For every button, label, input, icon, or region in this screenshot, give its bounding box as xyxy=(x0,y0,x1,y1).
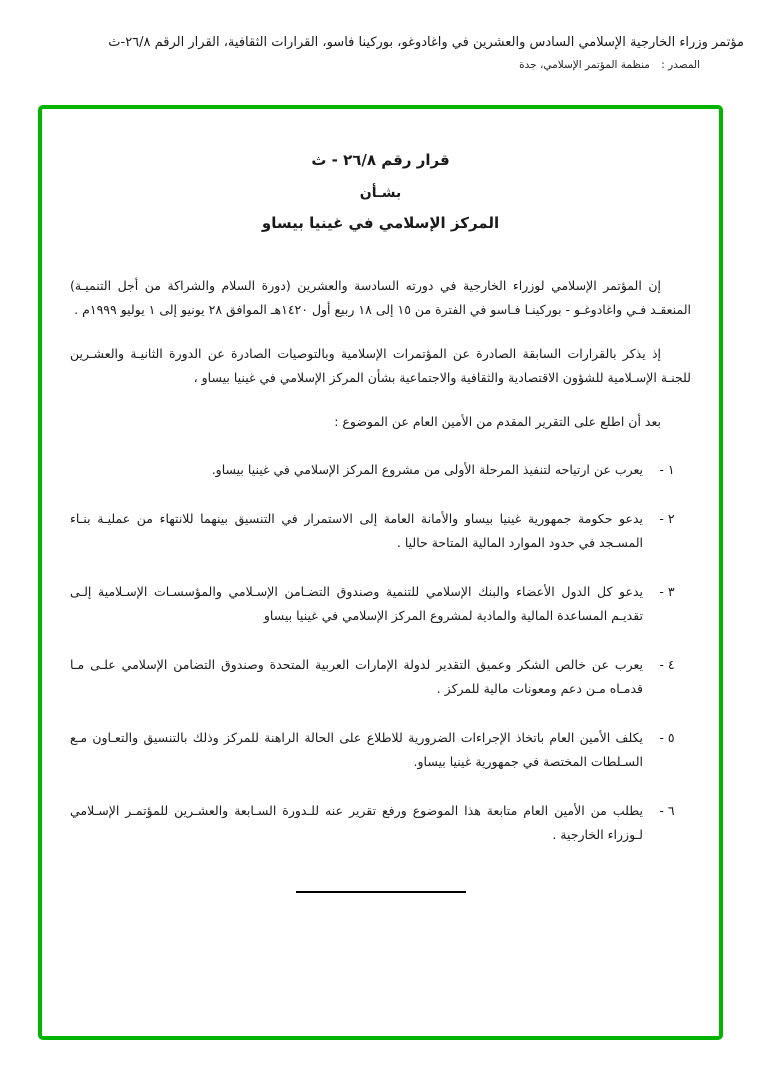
resolution-item xyxy=(70,458,691,482)
item-text: يطلب من الأمين العام متابعة هذا الموضوع ورفع تقرير عنه للـدورة السـابعة والعشـرين للمؤتمـر الإسـلامي لـوزراء الخارجية . xyxy=(70,803,643,842)
item-number: ٦ - xyxy=(659,803,675,818)
item-number: ٥ - xyxy=(659,730,675,745)
item-number: ١ - xyxy=(659,462,675,477)
item-text: يعرب عن خالص الشكر وعميق التقدير لدولة الإمارات العربية المتحدة وصندوق التضامن الإسلامي علـى مـا قدمـاه مـن دعم ومعونات مالية للمركز . xyxy=(70,657,643,696)
document-frame xyxy=(38,105,723,1040)
header-source xyxy=(14,58,744,72)
item-number: ٣ - xyxy=(659,584,675,599)
preamble-paragraph: إن المؤتمر الإسلامي لوزراء الخارجية في دورته السادسة والعشرين (دورة السلام والشراكة من أجل التنميـة) المنعقـد فـي واغادوغـو - بوركينـا فـاسو في الفترة من ١٥ إلى ١٨ ربيع أول ١٤٢٠هـ الموافق ٢٨ يونيو إلى ١ يوليو ١٩٩٩م . xyxy=(70,278,691,317)
resolution-regarding: بشـأن xyxy=(359,185,402,201)
header-citation: مؤتمر وزراء الخارجية الإسلامي السادس والعشرين في واغادوغو، بوركينا فاسو، القرارات الثقافية، القرار الرقم ٢٦/٨-ث xyxy=(108,35,744,50)
item-text: يدعو حكومة جمهورية غينيا بيساو والأمانة العامة إلى الاستمرار في التنسيق بينهما للانتهاء من عمليـة بنـاء المسـجد في حدود الموارد المالية المتاحة حاليا . xyxy=(70,511,643,550)
resolution-number: قرار رقم ٢٦/٨ - ث xyxy=(311,151,450,169)
resolution-subject: المركز الإسلامي في غينيا بيساو xyxy=(261,214,500,232)
source-value: منظمة المؤتمر الإسلامي، جدة xyxy=(519,59,650,71)
preamble-paragraph: إذ يذكر بالقرارات السابقة الصادرة عن المؤتمرات الإسلامية وبالتوصيات الصادرة عن الدورة الثانيـة والعشـرين للجنـة الإسـلامية للشؤون الاقتصادية والثقافية والاجتماعية بشأن المركز الإسلامي في غينيا بيساو ، xyxy=(70,346,691,385)
end-rule-divider xyxy=(296,891,466,893)
item-text: يعرب عن ارتياحه لتنفيذ المرحلة الأولى من مشروع المركز الإسلامي في غينيا بيساو. xyxy=(211,462,643,477)
item-number: ٢ - xyxy=(659,511,675,526)
preamble-paragraph: بعد أن اطلع على التقرير المقدم من الأمين العام عن الموضوع : xyxy=(334,414,661,429)
resolution-item xyxy=(70,653,691,701)
resolution-items xyxy=(70,458,691,847)
resolution-item xyxy=(70,726,691,774)
source-label: المصدر : xyxy=(661,59,700,71)
item-number: ٤ - xyxy=(659,657,675,672)
resolution-body xyxy=(70,274,691,893)
item-text: يدعو كل الدول الأعضاء والبنك الإسلامي للتنمية وصندوق التضـامن الإسـلامي والمؤسسـات الإسـلامية إلـى تقديـم المساعدة المالية والمادية لمشروع المركز الإسلامي في غينيا بيساو xyxy=(70,584,643,623)
document-header xyxy=(14,34,744,72)
resolution-item xyxy=(70,507,691,555)
resolution-item xyxy=(70,580,691,628)
item-text: يكلف الأمين العام باتخاذ الإجراءات الضرورية للاطلاع على الحالة الراهنة للمركز وذلك بالتنسيق والتعـاون مـع السـلطات المختصة في جمهورية غينيا بيساو. xyxy=(70,730,643,769)
resolution-item xyxy=(70,799,691,847)
